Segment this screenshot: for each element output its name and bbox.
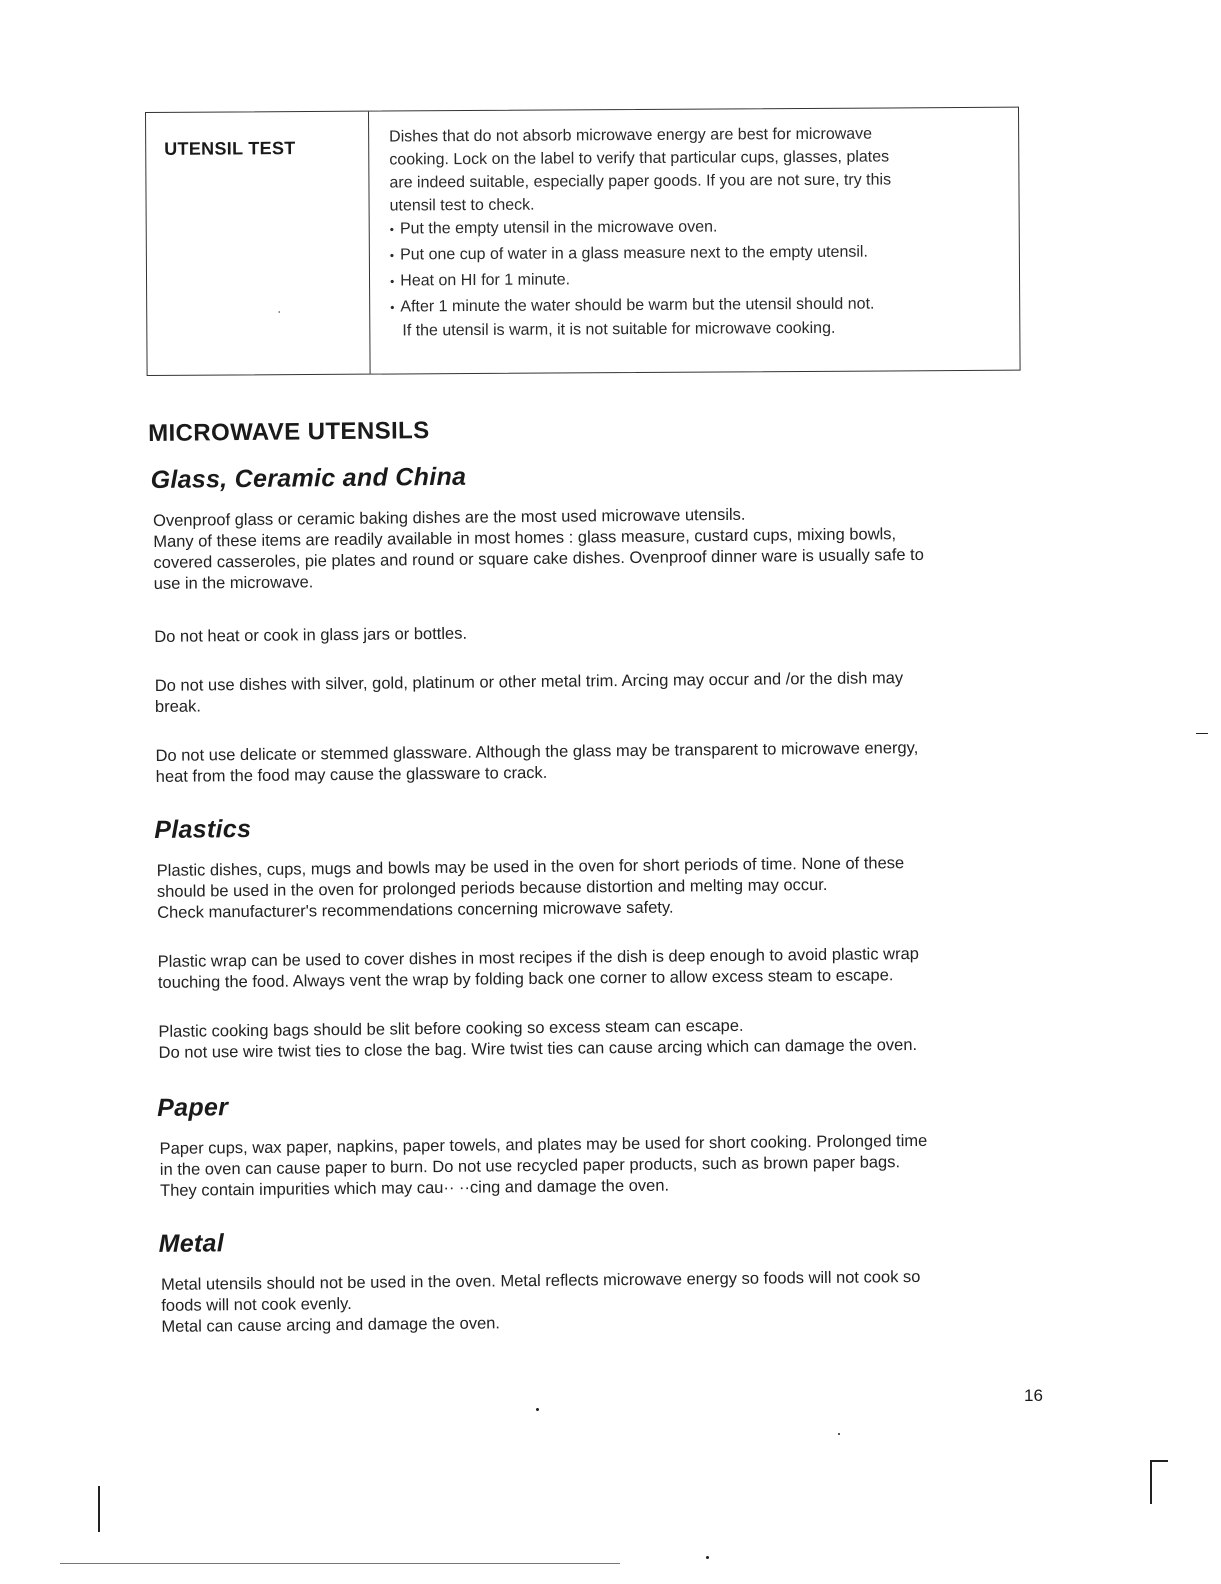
paragraph: Plastic wrap can be used to cover dishes in most recipes if the dish is deep enough to avoid plastic wrap touching the food. Always vent the wrap by folding back one corner to allow excess steam to escape. bbox=[157, 944, 919, 992]
utensil-test-description bbox=[369, 108, 1020, 374]
paragraph: Ovenproof glass or ceramic baking dishes are the most used microwave utensils. Many of these items are readily available in most homes : glass measure, custard cups, mixing bowls, covered casseroles, pie plates and round or square cake dishes. Ovenproof dinner ware is usually safe to use in the microwave. bbox=[152, 505, 924, 593]
section-plastics bbox=[152, 807, 1035, 1064]
utensil-test-table bbox=[145, 107, 1021, 376]
test-step: • Put one cup of water in a glass measure next to the empty utensil. bbox=[390, 240, 979, 268]
test-step-continuation: If the utensil is warm, it is not suitable for microwave cooking. bbox=[402, 319, 836, 340]
section-heading-metal: Metal bbox=[158, 1229, 225, 1258]
paragraph: Plastic dishes, cups, mugs and bowls may be used in the oven for short periods of time. None of these should be used in the oven for prolonged periods because distortion and melting may occur. Check manufacturer's recommendations concerning microwave safety. bbox=[156, 854, 905, 922]
scan-margin-line bbox=[98, 1486, 100, 1532]
paragraph: Plastic cooking bags should be slit before cooking so excess steam can escape. Do not use wire twist ties to close the bag. Wire twist ties can cause arcing which can damage the oven. bbox=[158, 1016, 918, 1062]
scan-corner-mark bbox=[1150, 1460, 1168, 1462]
intro-line: are indeed suitable, especially paper goods. If you are not sure, try this bbox=[389, 171, 892, 192]
scan-dot bbox=[536, 1408, 539, 1411]
section-heading-glass: Glass, Ceramic and China bbox=[150, 462, 467, 494]
section-paper bbox=[155, 1085, 1036, 1202]
utensil-test-label: UTENSIL TEST bbox=[164, 138, 296, 159]
test-step: • Heat on HI for 1 minute. bbox=[390, 266, 979, 294]
paragraph: Paper cups, wax paper, napkins, paper towels, and plates may be used for short cooking. Prolonged time in the oven can cause paper to burn. Do not use recycled paper products, such as brown paper bags. They contain impurities which may cau·· ··cing and damage the oven. bbox=[159, 1131, 928, 1200]
utensil-test-intro bbox=[389, 122, 979, 218]
scan-speck: · bbox=[277, 304, 282, 319]
utensil-test-steps bbox=[390, 214, 980, 344]
scan-dot bbox=[706, 1556, 709, 1559]
paragraph: Metal utensils should not be used in the oven. Metal reflects microwave energy so foods will not cook so foods will not cook evenly. Metal can cause arcing and damage the oven. bbox=[160, 1267, 921, 1336]
scan-bottom-edge bbox=[60, 1563, 620, 1564]
section-metal bbox=[156, 1221, 1037, 1338]
section-glass bbox=[148, 457, 1031, 788]
section-heading-plastics: Plastics bbox=[154, 814, 252, 844]
intro-line: Dishes that do not absorb microwave energy are best for microwave bbox=[389, 125, 873, 146]
page-number: 16 bbox=[1024, 1386, 1043, 1405]
microwave-utensils-content bbox=[148, 411, 1038, 1358]
section-heading-paper: Paper bbox=[157, 1093, 229, 1122]
intro-line: utensil test to check. bbox=[389, 196, 535, 215]
page-title: MICROWAVE UTENSILS bbox=[148, 417, 430, 447]
scan-edge-tick bbox=[1196, 733, 1208, 734]
test-step: • After 1 minute the water should be warm but the utensil should not. If the utensil is warm, it is not suitable for microwave cooking. bbox=[390, 292, 979, 344]
paragraph: Do not use dishes with silver, gold, platinum or other metal trim. Arcing may occur and /or the dish may break. bbox=[154, 669, 904, 716]
scan-corner-mark bbox=[1150, 1460, 1152, 1504]
scan-dot bbox=[838, 1433, 840, 1435]
paragraph: Do not use delicate or stemmed glassware. Although the glass may be transparent to microwave energy, heat from the food may cause the glassware to crack. bbox=[155, 738, 919, 786]
intro-line: cooking. Lock on the label to verify that particular cups, glasses, plates bbox=[389, 148, 890, 169]
test-step: • Put the empty utensil in the microwave oven. bbox=[390, 214, 979, 242]
paragraph: Do not heat or cook in glass jars or bottles. bbox=[154, 624, 468, 646]
utensil-test-label-cell bbox=[146, 112, 371, 375]
